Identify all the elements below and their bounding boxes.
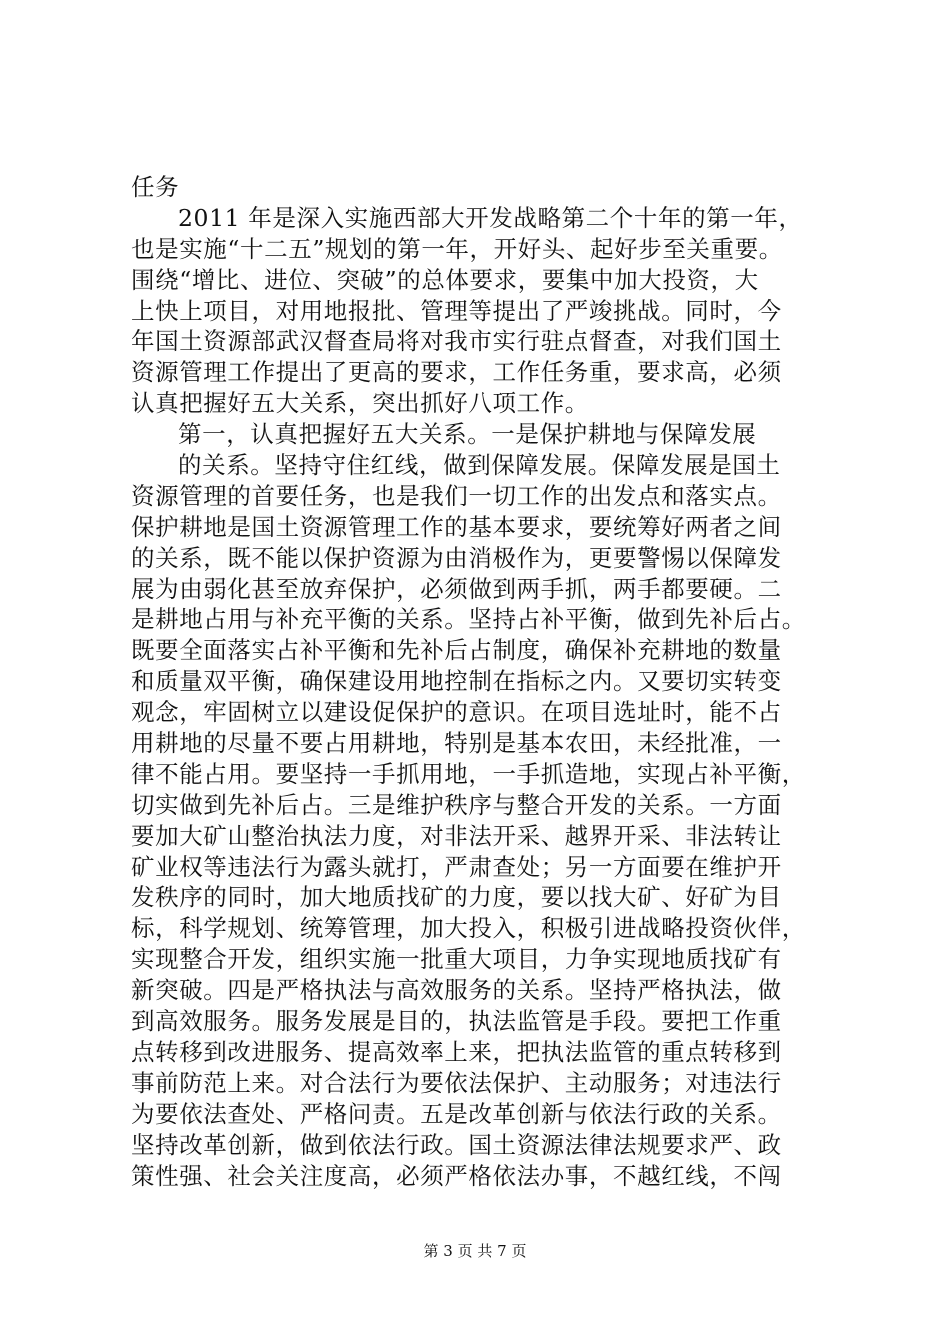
text-line: 的关系，既不能以保护资源为由消极作为，更要警惕以保障发 [131,543,782,572]
text-line: 为要依法查处、严格问责。五是改革创新与依法行政的关系。 [131,1099,782,1128]
text-line: 第一，认真把握好五大关系。一是保护耕地与保障发展 [178,420,757,449]
text-line: 是耕地占用与补充平衡的关系。坚持占补平衡，做到先补后占。 [131,605,806,634]
text-line: 坚持改革创新，做到依法行政。国土资源法律法规要求严、政 [131,1130,782,1159]
text-line: 切实做到先补后占。三是维护秩序与整合开发的关系。一方面 [131,790,782,819]
text-line: 围绕“增比、进位、突破”的总体要求，要集中加大投资，大 [131,265,759,294]
text-line: 新突破。四是严格执法与高效服务的关系。坚持严格执法，做 [131,976,782,1005]
text-line: 策性强、社会关注度高，必须严格依法办事，不越红线，不闯 [131,1161,782,1190]
text-line: 认真把握好五大关系，突出抓好八项工作。 [131,389,589,418]
text-line: 也是实施“十二五”规划的第一年，开好头、起好步至关重要。 [131,234,783,263]
text-line: 和质量双平衡，确保建设用地控制在指标之内。又要切实转变 [131,667,782,696]
text-line: 任务 [131,173,180,201]
text-line: 资源管理工作提出了更高的要求，工作任务重，要求高，必须 [131,358,782,387]
text-line: 用耕地的尽量不要占用耕地，特别是基本农田，未经批准，一 [131,729,782,758]
text-line: 观念，牢固树立以建设促保护的意识。在项目选址时，能不占 [131,698,782,727]
text-line: 既要全面落实占补平衡和先补后占制度，确保补充耕地的数量 [131,636,782,665]
text-line: 律不能占用。要坚持一手抓用地，一手抓造地，实现占补平衡， [131,759,806,788]
text-line: 标，科学规划、统筹管理，加大投入，积极引进战略投资伙伴， [131,914,806,943]
text-line: 的关系。坚持守住红线，做到保障发展。保障发展是国土 [178,451,781,480]
text-line: 2011 年是深入实施西部大开发战略第二个十年的第一年， [178,203,803,232]
text-line: 展为由弱化甚至放弃保护，必须做到两手抓，两手都要硬。二 [131,574,782,603]
text-line: 上快上项目，对用地报批、管理等提出了严竣挑战。同时，今 [131,296,782,325]
text-line: 要加大矿山整治执法力度，对非法开采、越界开采、非法转让 [131,821,782,850]
text-line: 实现整合开发，组织实施一批重大项目，力争实现地质找矿有 [131,945,782,974]
document-body [131,172,841,1191]
text-line: 资源管理的首要任务，也是我们一切工作的出发点和落实点。 [131,481,782,510]
page-footer [0,1241,950,1261]
text-line: 保护耕地是国土资源管理工作的基本要求，要统筹好两者之间 [131,512,782,541]
text-line: 事前防范上来。对合法行为要依法保护、主动服务；对违法行 [131,1068,782,1097]
page-number-label: 第 3 页 共 7 页 [423,1242,527,1260]
text-line: 年国土资源部武汉督查局将对我市实行驻点督查，对我们国土 [131,327,782,356]
text-line: 到高效服务。服务发展是目的，执法监管是手段。要把工作重 [131,1007,782,1036]
text-line: 矿业权等违法行为露头就打，严肃查处；另一方面要在维护开 [131,852,782,881]
text-line: 点转移到改进服务、提高效率上来，把执法监管的重点转移到 [131,1037,782,1066]
text-line: 发秩序的同时，加大地质找矿的力度，要以找大矿、好矿为目 [131,883,782,912]
